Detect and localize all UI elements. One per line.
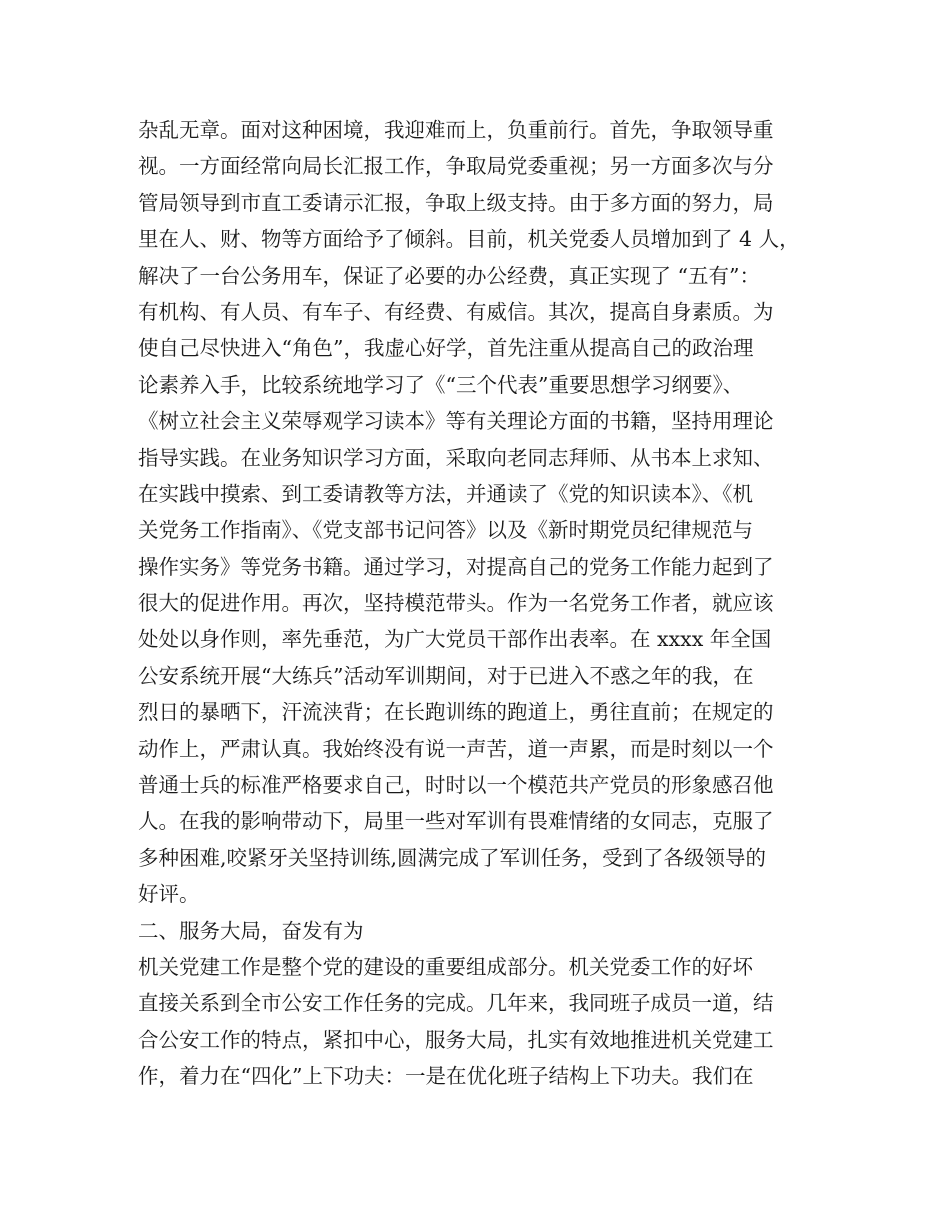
text-line: 直接关系到全市公安工作任务的完成。几年来，我同班子成员一道，结 (138, 991, 774, 1016)
text-line: 很大的促进作用。再次，坚持模范带头。作为一名党务工作者，就应该 (138, 591, 774, 616)
text-line: 动作上，严肃认真。我始终没有说一声苦，道一声累，而是时刻以一个 (138, 736, 774, 761)
text-line: 关党务工作指南》、《党支部书记问答》以及《新时期党员纪律规范与 (138, 518, 753, 543)
text-line: 视。一方面经常向局长汇报工作，争取局党委重视；另一方面多次与分 (138, 154, 774, 179)
text-line: 烈日的暴晒下，汗流浃背；在长跑训练的跑道上，勇往直前；在规定的 (138, 700, 774, 725)
text-line: 管局领导到市直工委请示汇报，争取上级支持。由于多方面的努力，局 (138, 190, 774, 215)
text-line: 作，着力在“四化”上下功夫：一是在优化班子结构上下功夫。我们在 (138, 1064, 754, 1089)
text-line: 里在人、财、物等方面给予了倾斜。目前，机关党委人员增加到了 4 人， (138, 227, 800, 252)
text-line: 公安系统开展“大练兵”活动军训期间，对于已进入不惑之年的我，在 (138, 663, 754, 688)
text-line: 多种困难,咬紧牙关坚持训练,圆满完成了军训任务，受到了各级领导的 (138, 845, 767, 870)
text-line: 有机构、有人员、有车子、有经费、有威信。其次，提高自身素质。为 (138, 299, 774, 324)
text-line: 机关党建工作是整个党的建设的重要组成部分。机关党委工作的好坏 (138, 954, 753, 979)
text-line: 处处以身作则，率先垂范，为广大党员干部作出表率。在 xxxx 年全国 (138, 627, 772, 652)
text-line: 合公安工作的特点，紧扣中心，服务大局，扎实有效地推进机关党建工 (138, 1027, 774, 1052)
text-line: 普通士兵的标准严格要求自己，时时以一个模范共产党员的形象感召他 (138, 773, 774, 798)
document-body (138, 112, 828, 1095)
section-heading: 二、服务大局，奋发有为 (138, 918, 364, 943)
text-line: 论素养入手，比较系统地学习了《“三个代表”重要思想学习纲要》、 (138, 372, 744, 397)
text-line: 指导实践。在业务知识学习方面，采取向老同志拜师、从书本上求知、 (138, 445, 774, 470)
text-line: 《树立社会主义荣辱观学习读本》等有关理论方面的书籍，坚持用理论 (138, 409, 774, 434)
text-line: 人。在我的影响带动下，局里一些对军训有畏难情绪的女同志，克服了 (138, 809, 774, 834)
text-line: 在实践中摸索、到工委请教等方法，并通读了《党的知识读本》、《机 (138, 481, 753, 506)
text-line: 好评。 (138, 882, 200, 907)
text-line: 使自己尽快进入“角色”，我虚心好学，首先注重从提高自己的政治理 (138, 336, 754, 361)
text-line: 杂乱无章。面对这种困境，我迎难而上，负重前行。首先，争取领导重 (138, 118, 774, 142)
text-line: 解决了一台公务用车，保证了必要的办公经费，真正实现了 “五有”： (138, 263, 760, 288)
text-line: 操作实务》等党务书籍。通过学习，对提高自己的党务工作能力起到了 (138, 554, 774, 579)
